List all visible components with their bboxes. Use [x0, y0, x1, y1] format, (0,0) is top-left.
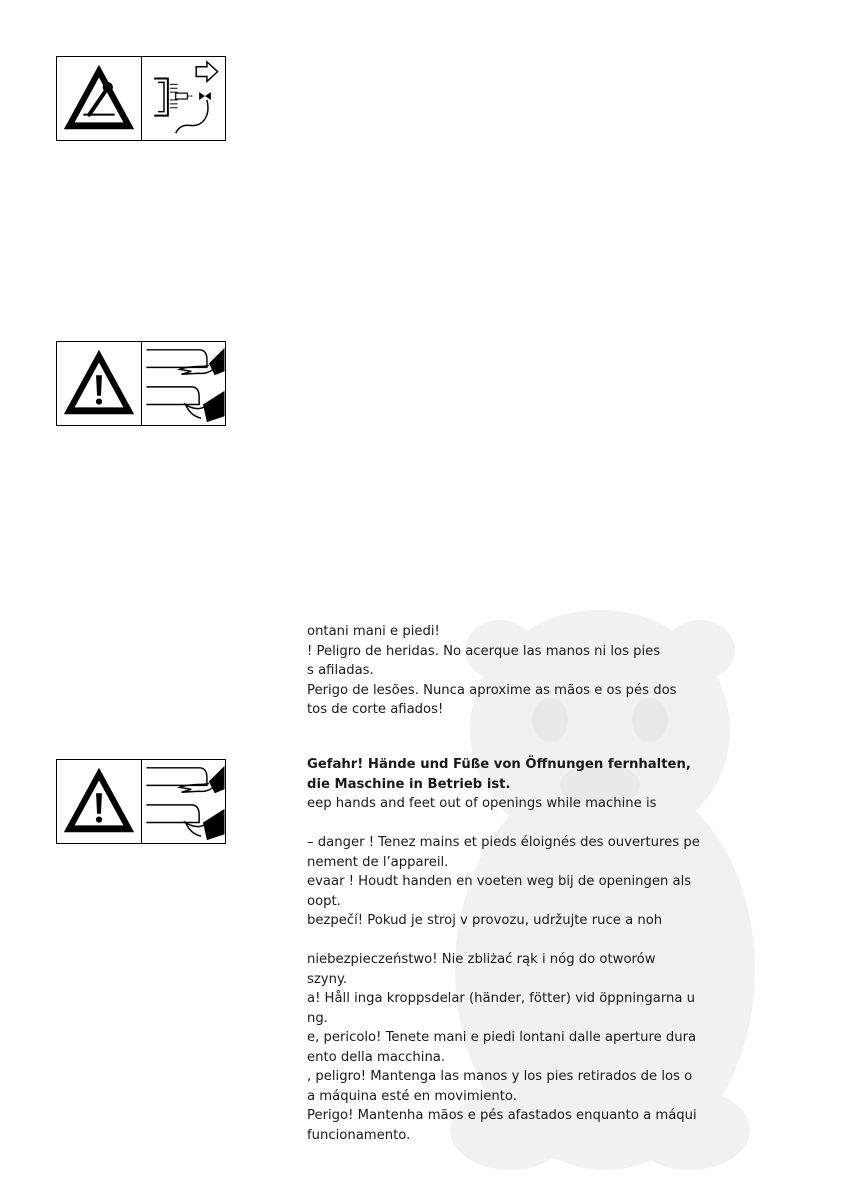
text-line: funcionamento. — [307, 1127, 411, 1143]
safety-sign-maintenance — [56, 56, 226, 141]
text-line: niebezpieczeństwo! Nie zbliżać rąk i nóg do otworów — [307, 952, 656, 967]
text-line: bezpečí! Pokud je stroj v provozu, udržujte ruce a noh — [307, 913, 663, 928]
text-line: e, pericolo! Tenete mani e piedi lontani dalle aperture dura — [307, 1030, 697, 1045]
warning-text-block-hands-feet — [307, 755, 737, 1145]
text-line: ento della macchina. — [307, 1049, 446, 1065]
text-line: ! Peligro de heridas. No acerque las manos ni los pies — [307, 643, 661, 659]
keep-hands-feet-away-icon — [141, 760, 225, 843]
text-line: a! Håll inga kroppsdelar (händer, fötter) vid öppningarna u — [307, 991, 696, 1006]
text-line: Perigo de lesões. Nunca aproxime as mãos e os pés dos — [307, 682, 677, 698]
text-line-heading: Gefahr! Hände und Füße von Öffnungen fernhalten, — [307, 757, 691, 772]
text-line: evaar ! Houdt handen en voeten weg bij de openingen als — [307, 874, 692, 889]
text-line — [307, 931, 737, 951]
text-line: – danger ! Tenez mains et pieds éloignés des ouvertures pe — [307, 835, 700, 850]
text-line: a máquina esté en movimiento. — [307, 1088, 517, 1104]
text-line: szyny. — [307, 971, 348, 987]
text-line: tos de corte afiados! — [307, 702, 444, 717]
text-line: Perigo! Mantenha mãos e pés afastados enquanto a máqui — [307, 1108, 697, 1123]
warning-triangle-exclamation-icon — [57, 342, 141, 425]
text-line — [307, 814, 737, 834]
text-line: eep hands and feet out of openings while machine is — [307, 796, 657, 811]
warning-triangle-exclamation-icon — [57, 760, 141, 843]
text-line: nement de l’appareil. — [307, 854, 449, 870]
text-line: oopt. — [307, 893, 341, 909]
disconnect-spark-plug-icon — [141, 57, 225, 140]
safety-sign-hands-feet — [56, 759, 226, 844]
text-line: ontani mani e piedi! — [307, 624, 440, 639]
text-line-heading: die Maschine in Betrieb ist. — [307, 776, 511, 792]
text-line: ng. — [307, 1010, 328, 1026]
warning-triangle-wrench-icon — [57, 57, 141, 140]
text-line: s afiladas. — [307, 663, 374, 678]
text-line: , peligro! Mantenga las manos y los pies retirados de los o — [307, 1069, 693, 1084]
warning-text-block-cutting — [307, 622, 737, 720]
keep-hands-feet-away-icon — [141, 342, 225, 425]
safety-sign-hands-feet — [56, 341, 226, 426]
